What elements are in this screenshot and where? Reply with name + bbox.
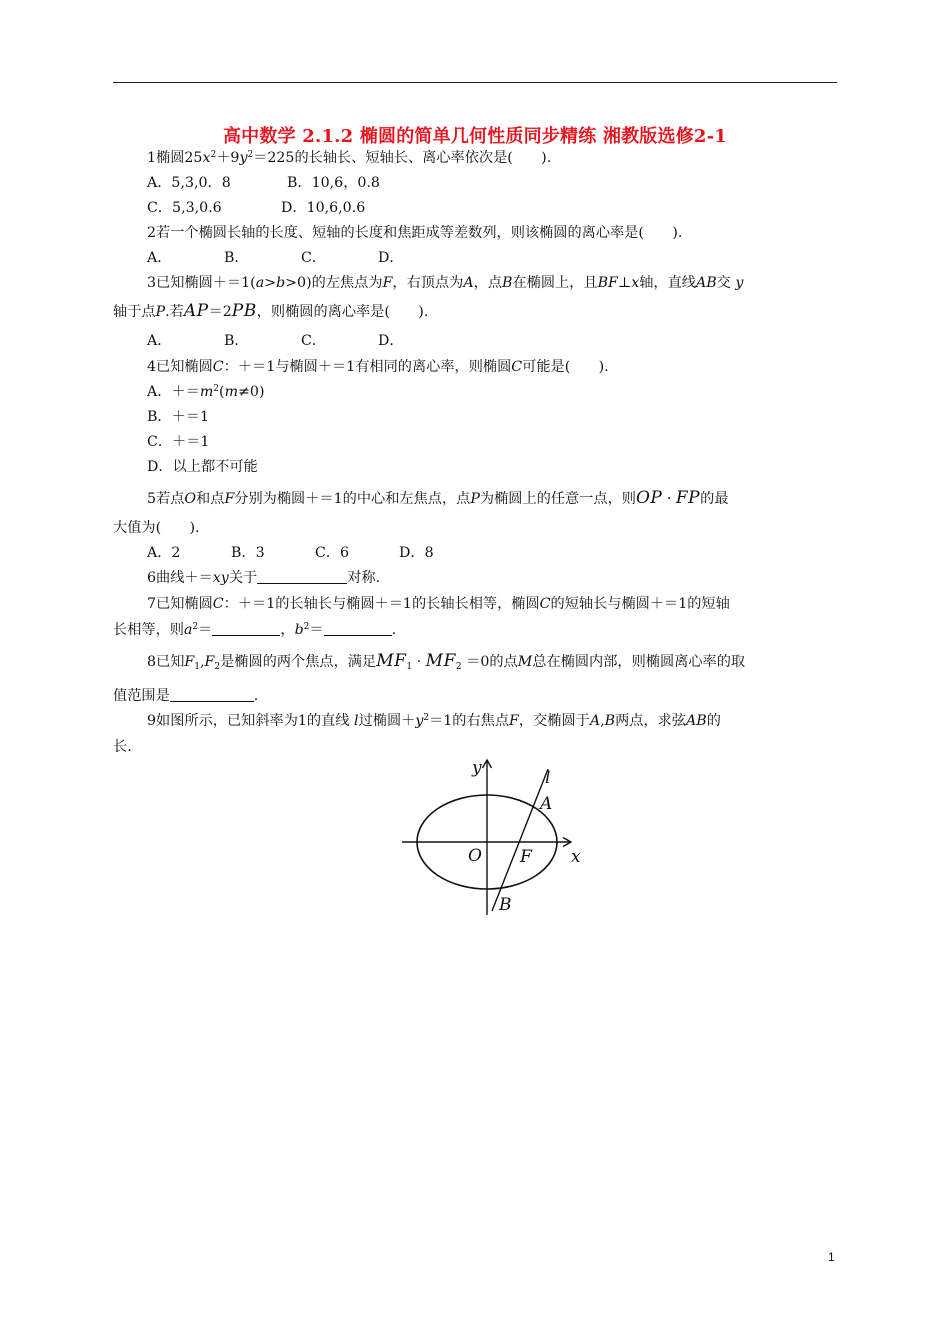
question-1-options-row-1 [147,173,380,193]
label-b: B [499,895,512,915]
question-4-option-c: C．＋＝1 [147,434,210,450]
page-number: 1 [828,1250,835,1264]
question-5-stem-line-1: 5若点O和点F分别为椭圆＋＝1的中心和左焦点，点P为椭圆上的任意一点，则OP · FP的最 [147,488,729,508]
option-a: A．2 [147,545,181,561]
option-a: A．5,3,0．8 [147,175,231,191]
question-6-stem: 6曲线＋＝xy关于 对称. [147,570,381,586]
answer-blank[interactable] [170,687,254,702]
option-d: D． [378,333,404,349]
answer-blank-a[interactable] [212,621,280,636]
question-4-option-b: B．＋＝1 [147,409,210,425]
question-7-stem-line-2: 长相等，则$a^2=$ ，$b^2=$ . [113,622,397,638]
page-title: 高中数学 2.1.2 椭圆的简单几何性质同步精练 湘教版选修2-1 [222,126,728,147]
question-4-option-a: A．$+=m^2(m\ne 0)$ [147,384,265,400]
ellipse-diagram [395,755,595,925]
question-3-stem-line-2: 轴于点P.若AP＝2PB，则椭圆的离心率是( ). [113,301,429,321]
label-y: y [472,758,482,778]
option-b: B．3 [231,545,265,561]
answer-blank[interactable] [257,569,347,584]
question-3-stem-line-1: 3已知椭圆＋＝1(a>b>0)的左焦点为F，右顶点为A，点B在椭圆上，且BF⊥x轴，直线AB交 y [147,275,744,291]
vector-pb: PB [231,301,257,321]
label-o: O [468,846,482,866]
question-8-stem-line-2: 值范围是 . [113,688,259,704]
ellipse-figure [395,755,595,925]
label-l: l [545,768,551,788]
vector-mf2: MF [425,651,456,671]
option-c: C．6 [315,545,350,561]
label-x: x [571,847,581,867]
vector-fp: FP [675,488,701,508]
question-1-options-row-2 [147,198,365,218]
option-b: B．10,6，0.8 [287,175,380,191]
vector-op: OP [635,488,663,508]
option-a: A． [147,333,172,349]
option-d: D．10,6,0.6 [281,200,366,216]
question-4-option-d: D．以上都不可能 [147,459,258,475]
vector-mf1: MF [376,651,407,671]
question-9-stem-line-2: 长. [113,739,132,755]
option-d: D．8 [399,545,434,561]
option-b: B． [224,250,249,266]
question-9-stem-line-1: 9如图所示，已知斜率为1的直线 l过椭圆$+y^2=1$的右焦点F，交椭圆于A,B两点，求弦AB的 [147,713,721,729]
question-3-options [147,331,404,351]
option-c: C．5,3,0.6 [147,200,222,216]
question-7-stem-line-1: 7已知椭圆C：＋＝1的长轴长与椭圆＋＝1的长轴长相等，椭圆C的短轴长与椭圆＋＝1的短轴 [147,596,730,612]
header-rule [113,82,837,83]
option-c: C． [301,333,327,349]
question-8-stem-line-1: 8已知$F_1,F_2$是椭圆的两个焦点，满足$MF_1 \cdot MF_2 =0$的点M总在椭圆内部，则椭圆离心率的取 [147,651,746,672]
vector-ap: AP [183,301,209,321]
option-b: B． [224,333,249,349]
question-4-stem: 4已知椭圆C：＋＝1与椭圆＋＝1有相同的离心率，则椭圆C可能是( ). [147,359,609,375]
question-2-options [147,248,404,268]
answer-blank-b[interactable] [324,621,392,636]
question-2-stem: 2若一个椭圆长轴的长度、短轴的长度和焦距成等差数列，则该椭圆的离心率是( ). [147,225,683,241]
line-l [492,768,551,911]
label-a: A [540,794,553,814]
label-f: F [520,847,532,867]
option-a: A． [147,250,172,266]
option-c: C． [301,250,327,266]
question-5-options [147,543,434,563]
option-d: D． [378,250,404,266]
question-1-stem: 1椭圆$25x^2+9y^2=225$的长轴长、短轴长、离心率依次是( ). [147,150,552,166]
question-5-stem-line-2: 大值为( ). [113,520,200,536]
